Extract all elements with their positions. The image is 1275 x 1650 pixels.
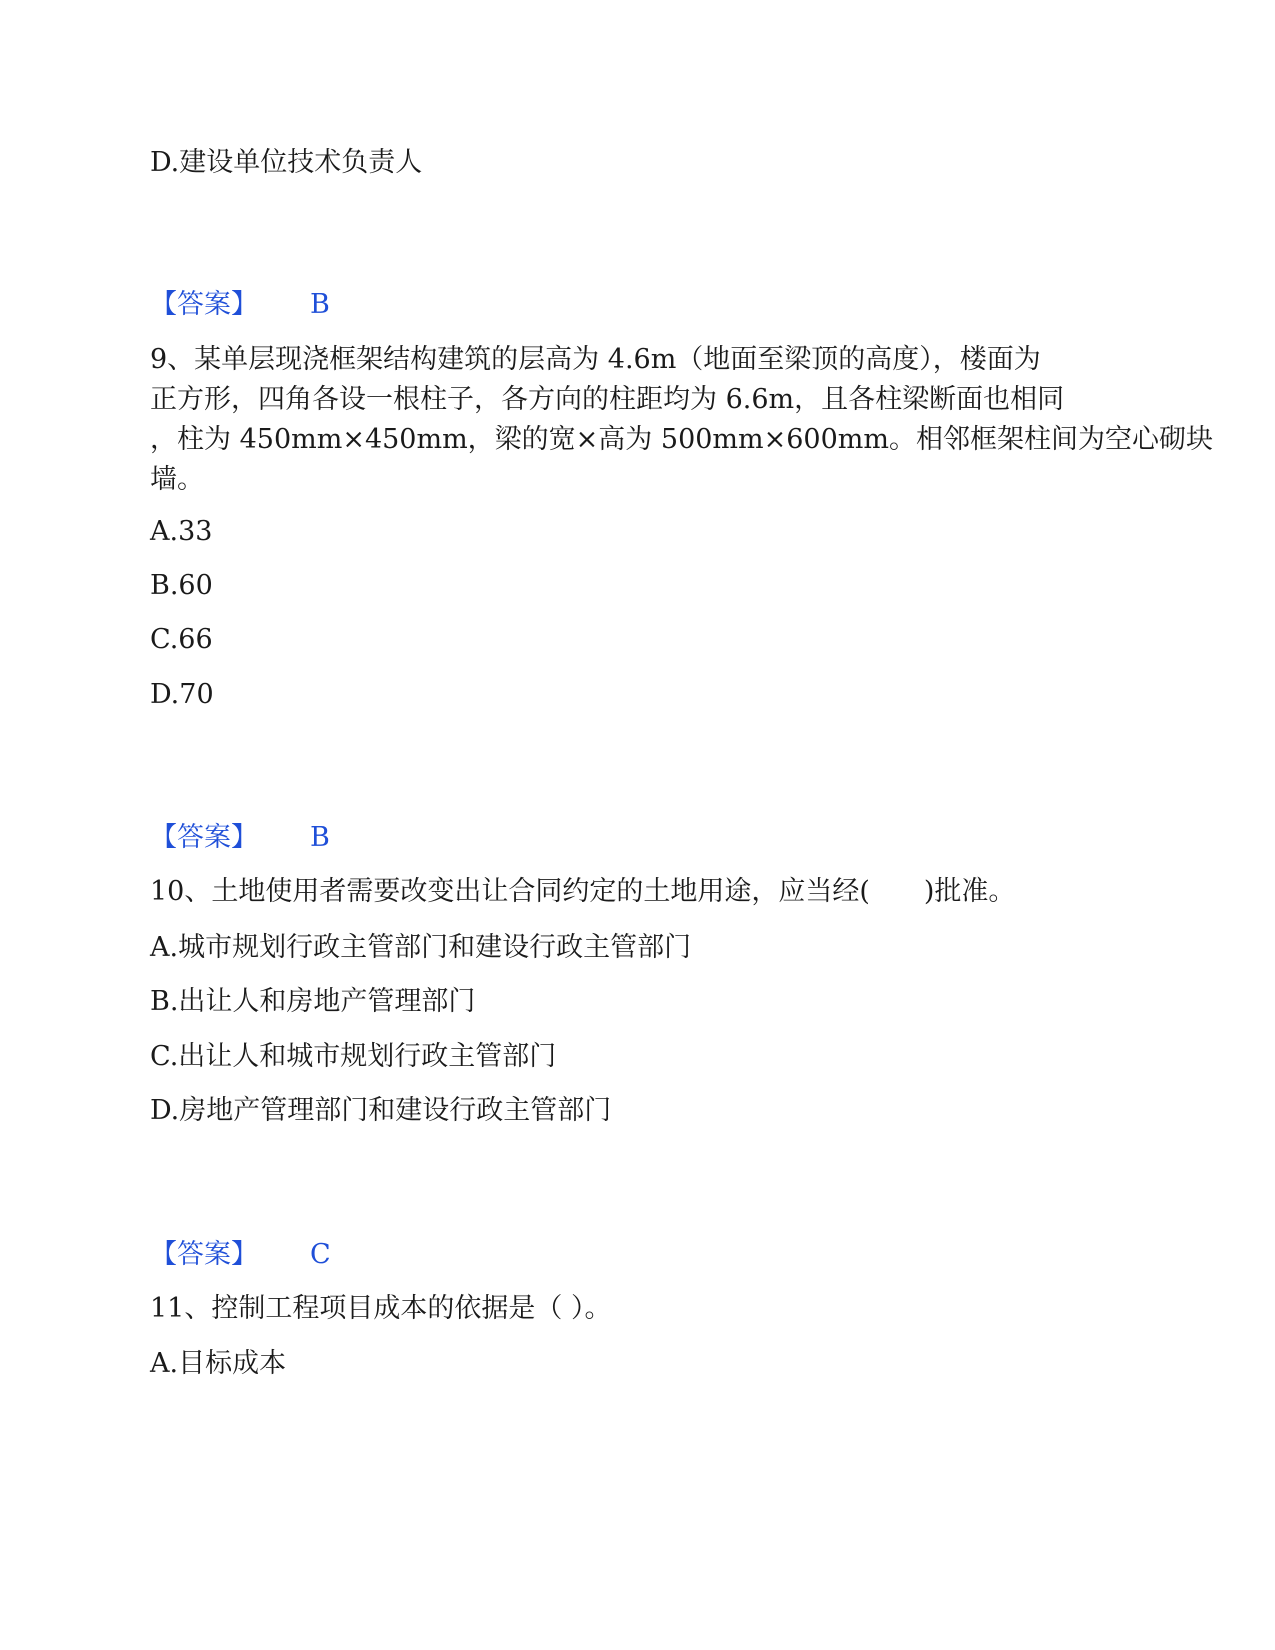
q10-option-d: D.房地产管理部门和建设行政主管部门	[150, 1095, 612, 1126]
q11-question-text: 11、控制工程项目成本的依据是（ ）。	[150, 1293, 612, 1324]
q10-answer	[150, 1235, 331, 1275]
q9-line-2: 正方形，四角各设一根柱子，各方向的柱距均为 6.6m，且各柱梁断面也相同	[150, 384, 1065, 415]
answer-label: 【答案】	[150, 1239, 258, 1270]
q9-option-b: B.60	[150, 570, 213, 601]
q9-line-3: ，柱为 450mm×450mm，梁的宽×高为 500mm×600mm。相邻框架柱间为空心砌块	[150, 424, 1213, 455]
q10-option-c: C.出让人和城市规划行政主管部门	[150, 1041, 557, 1072]
q10-option-b: B.出让人和房地产管理部门	[150, 986, 476, 1017]
answer-value: C	[310, 1239, 331, 1270]
q9-line-4: 墙。	[150, 464, 204, 495]
q11-option-a: A.目标成本	[150, 1348, 287, 1379]
answer-label: 【答案】	[150, 822, 258, 853]
answer-label: 【答案】	[150, 289, 258, 320]
q8-answer	[150, 285, 330, 325]
q10-question-text: 10、土地使用者需要改变出让合同约定的土地用途，应当经( )批准。	[150, 876, 1016, 907]
answer-value: B	[310, 822, 330, 853]
q9-option-c: C.66	[150, 624, 213, 655]
q9-answer	[150, 818, 330, 858]
q9-option-d: D.70	[150, 679, 214, 710]
q8-option-d: D.建设单位技术负责人	[150, 147, 423, 178]
q10-option-a: A.城市规划行政主管部门和建设行政主管部门	[150, 932, 692, 963]
q9-line-1: 9、某单层现浇框架结构建筑的层高为 4.6m（地面至梁顶的高度），楼面为	[150, 344, 1041, 375]
answer-value: B	[310, 289, 330, 320]
q9-option-a: A.33	[150, 516, 213, 547]
q9-question-text	[150, 340, 1213, 500]
